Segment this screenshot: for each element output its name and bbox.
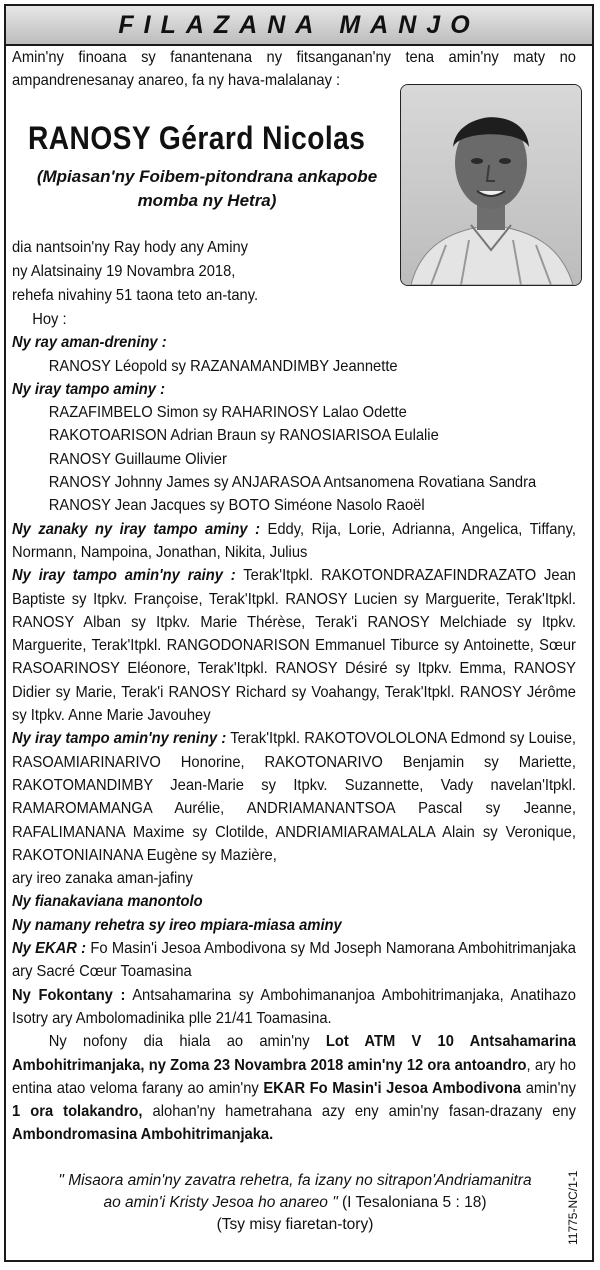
family-list bbox=[12, 308, 576, 1147]
death-line-3: rehefa nivahiny 51 taona teto an-tany. bbox=[12, 287, 259, 304]
father-siblings-paragraph bbox=[12, 564, 576, 727]
death-announcement bbox=[12, 236, 258, 308]
death-line-2: ny Alatsinainy 19 Novambra 2018, bbox=[12, 263, 236, 280]
reference-code: 11775-NC/1-1 bbox=[566, 1170, 580, 1245]
mother-siblings-text: Terak'Itpkl. RAKOTOVOLOLONA Edmond sy Louise, RASOAMIARINARIVO Honorine, RAKOTONARIVO Benjamin sy Mariette, RAKOTOMANDIMBY Jean-Marie sy Itpkv. Suzannette, Vady navelan'Itpkl. RAMAROMAMANGA Aurélie, ANDRIAMANANTSOA Pascal sy Jeanne, RAFALIMANANA Maxime sy Clotilde, ANDRIAMIARAMALALA Alain sy Veronique, RAKOTONIAINANA Eugène sy Mazière, bbox=[12, 730, 576, 864]
ekar-paragraph bbox=[12, 937, 576, 984]
funeral-burial-place: Ambondromasina Ambohitrimanjaka. bbox=[12, 1126, 274, 1144]
nephews-heading: Ny zanaky ny iray tampo aminy : bbox=[12, 520, 260, 538]
hoy-text: Hoy : bbox=[32, 311, 67, 328]
mother-siblings-tail: ary ireo zanaka aman-jafiny bbox=[12, 870, 193, 888]
sibling-item: RANOSY Guillaume Olivier bbox=[48, 450, 227, 468]
father-siblings-text: Terak'Itpkl. RAKOTONDRAZAFINDRAZATO Jean Baptiste sy Itpkv. Françoise, Terak'Itpkl. RANOSY Lucien sy Marguerite, Terak'Itpkl. RANOSY Alban sy Itpkv. Marie Thérèse, Terak'i RANOSY Melchiade sy Itpkv. Marguerite, Terak'Itpkl. RANGODONARISON Emmanuel Tiburce sy Antoinette, Sœur RASOARINOSY Eléonore, Terak'Itpkl. RANOSY Désiré sy Itpkv. Emma, RANOSY Didier sy Marie, Terak'i RANOSY Richard sy Voahangy, Terak'Itpkl. RANOSY Jérôme sy Itpkv. Anne Marie Javouhey bbox=[12, 567, 576, 725]
parents-heading: Ny ray aman-dreniny : bbox=[12, 334, 167, 352]
portrait-image bbox=[401, 85, 581, 285]
ekar-text: Fo Masin'i Jesoa Ambodivona sy Md Joseph Namorana Ambohitrimanjaka ary Sacré Cœur Toamasina bbox=[12, 940, 576, 981]
family-line: Ny fianakaviana manontolo bbox=[12, 893, 203, 911]
quote-reference: (I Tesaloniana 5 : 18) bbox=[337, 1194, 487, 1211]
nephews-text: Eddy, Rija, Lorie, Adrianna, Angelica, Tiffany, Normann, Nampoina, Jonathan, Nikita, Julius bbox=[12, 520, 576, 561]
sibling-item: RAKOTOARISON Adrian Braun sy RANOSIARISOA Eulalie bbox=[48, 427, 439, 445]
death-line-1: dia nantsoin'ny Ray hody any Aminy bbox=[12, 239, 249, 256]
funeral-time: 1 ora tolakandro, bbox=[12, 1103, 143, 1121]
nephews-paragraph bbox=[12, 518, 576, 565]
siblings-heading: Ny iray tampo aminy : bbox=[12, 380, 165, 398]
ekar-heading: Ny EKAR : bbox=[12, 940, 87, 958]
friends-line: Ny namany rehetra sy ireo mpiara-miasa aminy bbox=[12, 916, 342, 934]
funeral-text-1: Ny nofony dia hiala ao amin'ny bbox=[48, 1033, 326, 1051]
quote-closing: (Tsy misy fiaretan-tory) bbox=[216, 1216, 374, 1233]
quote-line-1: " Misaora amin'ny zavatra rehetra, fa izany no sitrapon'Andriamanitra bbox=[58, 1172, 532, 1189]
deceased-role bbox=[22, 165, 392, 213]
sibling-item: RANOSY Jean Jacques sy BOTO Siméone Nasolo Raoël bbox=[48, 497, 425, 515]
funeral-paragraph bbox=[12, 1030, 576, 1146]
quote-line-2: ao amin'i Kristy Jesoa ho anareo " bbox=[103, 1194, 338, 1211]
funeral-text-4: alohan'ny hametrahana azy eny amin'ny fasan-drazany eny bbox=[142, 1103, 576, 1121]
deceased-photo bbox=[400, 84, 582, 286]
father-siblings-heading: Ny iray tampo amin'ny rainy : bbox=[12, 567, 236, 585]
funeral-text-2: , ary ho entina atao veloma farany ao amin'ny bbox=[12, 1056, 576, 1097]
sibling-item: RANOSY Johnny James sy ANJARASOA Antsanomena Rovatiana Sandra bbox=[48, 474, 537, 492]
intro-text: Amin'ny finoana sy fanantenana ny fitsanganan'ny tena amin'ny maty no ampandrenesanay anareo, fa ny hava-malalanay : bbox=[12, 49, 576, 90]
fokontany-paragraph bbox=[12, 984, 576, 1031]
parents-names: RANOSY Léopold sy RAZANAMANDIMBY Jeannette bbox=[48, 357, 398, 375]
bible-quote bbox=[30, 1170, 560, 1236]
deceased-name: RANOSY Gérard Nicolas bbox=[28, 120, 366, 156]
mother-siblings-heading: Ny iray tampo amin'ny reniny : bbox=[12, 730, 227, 748]
funeral-text-3: amin'ny bbox=[521, 1079, 576, 1097]
funeral-church: EKAR Fo Masin'i Jesoa Ambodivona bbox=[263, 1079, 522, 1097]
mother-siblings-paragraph bbox=[12, 727, 576, 867]
sibling-item: RAZAFIMBELO Simon sy RAHARINOSY Lalao Odette bbox=[48, 404, 407, 422]
fokontany-heading: Ny Fokontany : bbox=[12, 986, 126, 1004]
notice-title: FILAZANA MANJO bbox=[118, 11, 480, 39]
funeral-location: Lot ATM V 10 Antsahamarina Ambohitrimanjaka, ny Zoma 23 Novambra 2018 amin'ny 12 ora antoandro bbox=[12, 1033, 576, 1074]
fokontany-text: Antsahamarina sy Ambohimananjoa Ambohitrimanjaka, Anatihazo Isotry ary Ambolomadinika plle 21/41 Toamasina. bbox=[12, 986, 576, 1027]
notice-header bbox=[6, 6, 592, 46]
role-line-2: momba ny Hetra) bbox=[137, 191, 277, 210]
role-line-1: (Mpiasan'ny Foibem-pitondrana ankapobe bbox=[36, 167, 378, 186]
